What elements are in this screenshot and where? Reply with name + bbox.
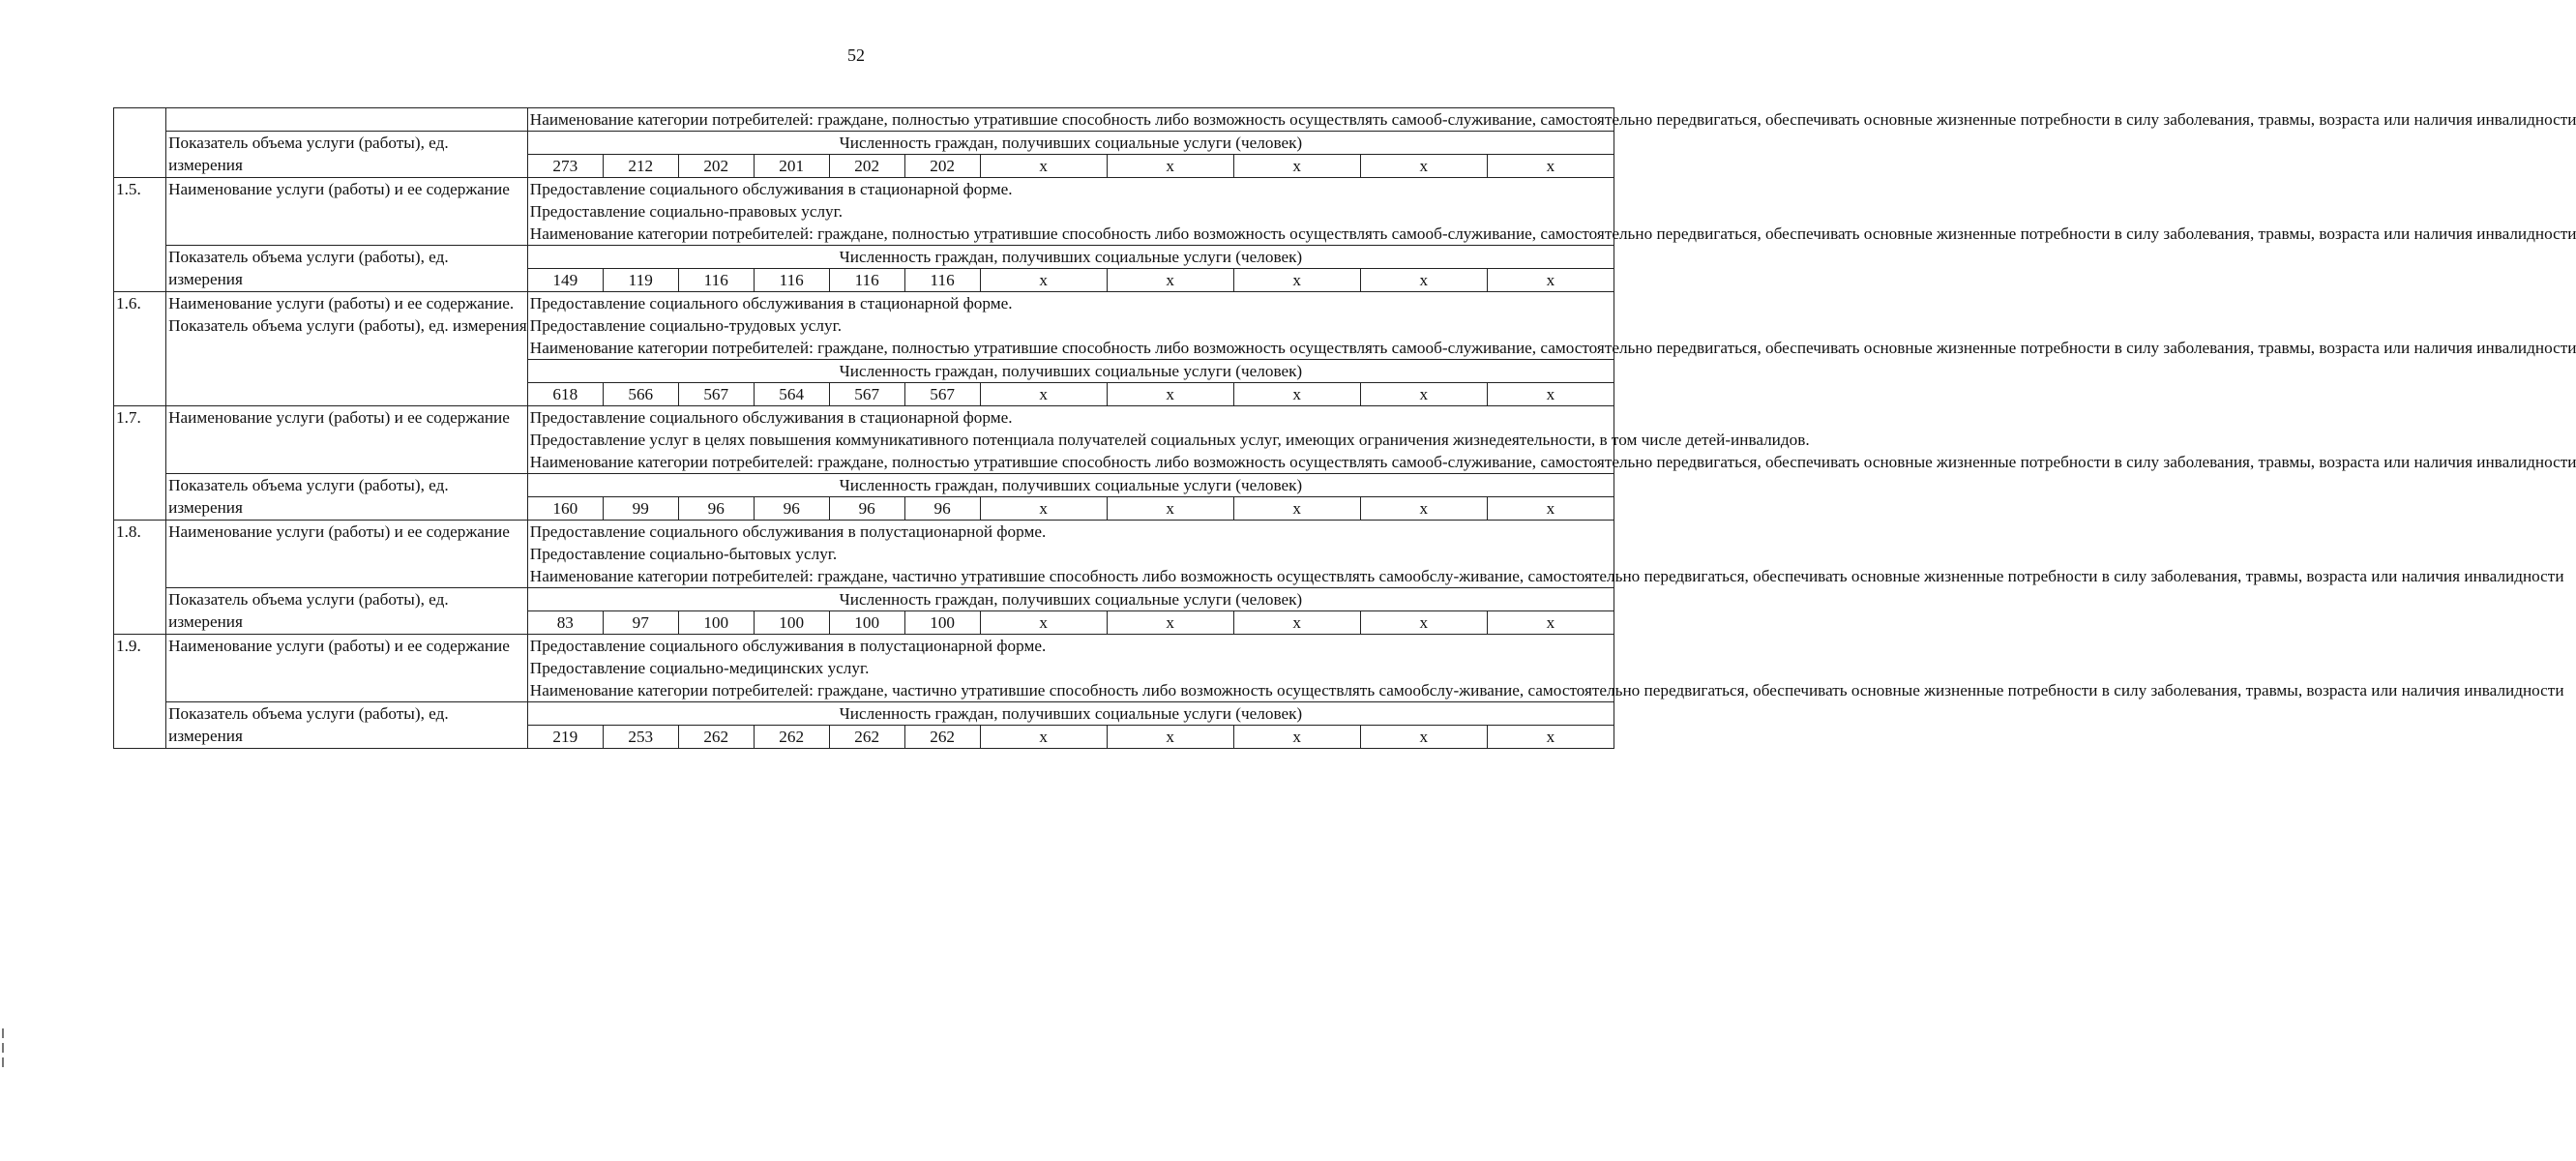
value-cell: 116 (678, 269, 754, 292)
value-cell: х (1360, 155, 1487, 178)
row-1-9-desc (114, 635, 1614, 702)
row-number: 1.5. (114, 178, 166, 292)
value-cell: 119 (603, 269, 678, 292)
value-cell: х (1107, 611, 1233, 635)
value-cell: 97 (603, 611, 678, 635)
value-cell: х (1107, 726, 1233, 749)
row-number: 1.7. (114, 406, 166, 521)
row-number: 1.9. (114, 635, 166, 749)
service-description: Предоставление социального обслуживания в стационарной форме. Предоставление услуг в целях повышения коммуникативного потенциала получателей социальных услуг, имеющих ограничения жизнедеятельности, в том числе детей-инвалидов. Наименование категории потребителей: граждане, полностью утратившие способность либо возможность осуществлять самооб-служивание, самостоятельно передвигаться, обеспечивать основные жизненные потребности в силу заболевания, травмы, возраста или наличия инвалидности (527, 406, 1614, 474)
value-cell: х (1233, 155, 1360, 178)
indicator-label: Показатель объема услуги (работы), ед. измерения (166, 474, 528, 521)
value-cell: х (1107, 155, 1233, 178)
value-cell: 99 (603, 497, 678, 521)
value-cell: 96 (904, 497, 980, 521)
value-cell: 262 (754, 726, 829, 749)
row-1-5-header (114, 246, 1614, 269)
cont-category-text: Наименование категории потребителей: граждане, полностью утратившие способность либо возможность осуществлять самооб-служивание, самостоятельно передвигаться, обеспечивать основные жизненные потребности в силу заболевания, травмы, возраста или наличия инвалидности (527, 108, 1614, 132)
value-cell: х (1233, 726, 1360, 749)
service-label: Наименование услуги (работы) и ее содержание (166, 521, 528, 588)
value-cell: х (1360, 383, 1487, 406)
service-label: Наименование услуги (работы) и ее содержание (166, 406, 528, 474)
row-number: 1.6. (114, 292, 166, 406)
value-cell: 160 (527, 497, 603, 521)
row-1-6-desc (114, 292, 1614, 360)
scan-mark (2, 1057, 4, 1067)
value-cell: 202 (904, 155, 980, 178)
metric-header: Численность граждан, получивших социальные услуги (человек) (527, 132, 1614, 155)
value-cell: 116 (904, 269, 980, 292)
value-cell: х (980, 269, 1107, 292)
metric-header: Численность граждан, получивших социальные услуги (человек) (527, 246, 1614, 269)
value-cell: 202 (829, 155, 904, 178)
service-description: Предоставление социального обслуживания в полустационарной форме. Предоставление социально-бытовых услуг. Наименование категории потребителей: граждане, частично утратившие способность либо возможность осуществлять самообслу-живание, самостоятельно передвигаться, обеспечивать основные жизненные потребности в силу заболевания, травмы, возраста или наличия инвалидности (527, 521, 1614, 588)
scan-mark (2, 1028, 4, 1038)
value-cell: х (1233, 269, 1360, 292)
value-cell: х (1487, 726, 1614, 749)
service-label: Наименование услуги (работы) и ее содержание (166, 178, 528, 246)
service-label: Наименование услуги (работы) и ее содержание. Показатель объема услуги (работы), ед. измерения (166, 292, 528, 406)
value-cell: х (1233, 611, 1360, 635)
metric-header: Численность граждан, получивших социальные услуги (человек) (527, 702, 1614, 726)
value-cell: 100 (829, 611, 904, 635)
row-number: 1.8. (114, 521, 166, 635)
value-cell: х (1360, 611, 1487, 635)
cont-empty-label (166, 108, 528, 132)
value-cell: 96 (678, 497, 754, 521)
row-1-5-desc (114, 178, 1614, 246)
value-cell: 212 (603, 155, 678, 178)
value-cell: 618 (527, 383, 603, 406)
value-cell: 100 (678, 611, 754, 635)
value-cell: 273 (527, 155, 603, 178)
page-number: 52 (847, 45, 865, 65)
metric-header: Численность граждан, получивших социальные услуги (человек) (527, 588, 1614, 611)
value-cell: 566 (603, 383, 678, 406)
cont-indicator-label: Показатель объема услуги (работы), ед. измерения (166, 132, 528, 178)
value-cell: 201 (754, 155, 829, 178)
scan-mark (2, 1043, 4, 1053)
row-1-7-desc (114, 406, 1614, 474)
value-cell: 567 (829, 383, 904, 406)
value-cell: х (1487, 269, 1614, 292)
value-cell: 202 (678, 155, 754, 178)
value-cell: х (1487, 497, 1614, 521)
value-cell: 262 (678, 726, 754, 749)
indicator-label: Показатель объема услуги (работы), ед. измерения (166, 588, 528, 635)
value-cell: 219 (527, 726, 603, 749)
row-1-8-header (114, 588, 1614, 611)
value-cell: х (980, 611, 1107, 635)
value-cell: х (1360, 269, 1487, 292)
value-cell: х (1487, 611, 1614, 635)
value-cell: х (1360, 497, 1487, 521)
value-cell: х (1233, 383, 1360, 406)
value-cell: 100 (904, 611, 980, 635)
services-table (113, 107, 2576, 749)
value-cell: 96 (754, 497, 829, 521)
service-label: Наименование услуги (работы) и ее содержание (166, 635, 528, 702)
cont-header-row (114, 132, 1614, 155)
value-cell: 96 (829, 497, 904, 521)
value-cell: 567 (678, 383, 754, 406)
value-cell: х (1487, 383, 1614, 406)
service-description: Предоставление социального обслуживания в полустационарной форме. Предоставление социально-медицинских услуг. Наименование категории потребителей: граждане, частично утратившие способность либо возможность осуществлять самообслу-живание, самостоятельно передвигаться, обеспечивать основные жизненные потребности в силу заболевания, травмы, возраста или наличия инвалидности (527, 635, 1614, 702)
metric-header: Численность граждан, получивших социальные услуги (человек) (527, 474, 1614, 497)
row-1-9-header (114, 702, 1614, 726)
value-cell: 149 (527, 269, 603, 292)
metric-header: Численность граждан, получивших социальные услуги (человек) (527, 360, 1614, 383)
row-1-8-desc (114, 521, 1614, 588)
value-cell: 116 (754, 269, 829, 292)
value-cell: 262 (829, 726, 904, 749)
indicator-label: Показатель объема услуги (работы), ед. измерения (166, 246, 528, 292)
value-cell: 83 (527, 611, 603, 635)
value-cell: 567 (904, 383, 980, 406)
value-cell: х (1107, 497, 1233, 521)
cont-category-row (114, 108, 1614, 132)
value-cell: х (1233, 497, 1360, 521)
value-cell: х (1107, 383, 1233, 406)
value-cell: 253 (603, 726, 678, 749)
value-cell: х (980, 726, 1107, 749)
value-cell: 116 (829, 269, 904, 292)
cont-num-cell (114, 108, 166, 178)
service-description: Предоставление социального обслуживания в стационарной форме. Предоставление социально-трудовых услуг. Наименование категории потребителей: граждане, полностью утратившие способность либо возможность осуществлять самооб-служивание, самостоятельно передвигаться, обеспечивать основные жизненные потребности в силу заболевания, травмы, возраста или наличия инвалидности (527, 292, 1614, 360)
value-cell: х (1487, 155, 1614, 178)
value-cell: х (980, 383, 1107, 406)
value-cell: х (1360, 726, 1487, 749)
value-cell: 564 (754, 383, 829, 406)
value-cell: 100 (754, 611, 829, 635)
value-cell: х (980, 155, 1107, 178)
indicator-label: Показатель объема услуги (работы), ед. измерения (166, 702, 528, 749)
value-cell: х (980, 497, 1107, 521)
value-cell: х (1107, 269, 1233, 292)
value-cell: 262 (904, 726, 980, 749)
row-1-7-header (114, 474, 1614, 497)
service-description: Предоставление социального обслуживания в стационарной форме. Предоставление социально-правовых услуг. Наименование категории потребителей: граждане, полностью утратившие способность либо возможность осуществлять самооб-служивание, самостоятельно передвигаться, обеспечивать основные жизненные потребности в силу заболевания, травмы, возраста или наличия инвалидности (527, 178, 1614, 246)
